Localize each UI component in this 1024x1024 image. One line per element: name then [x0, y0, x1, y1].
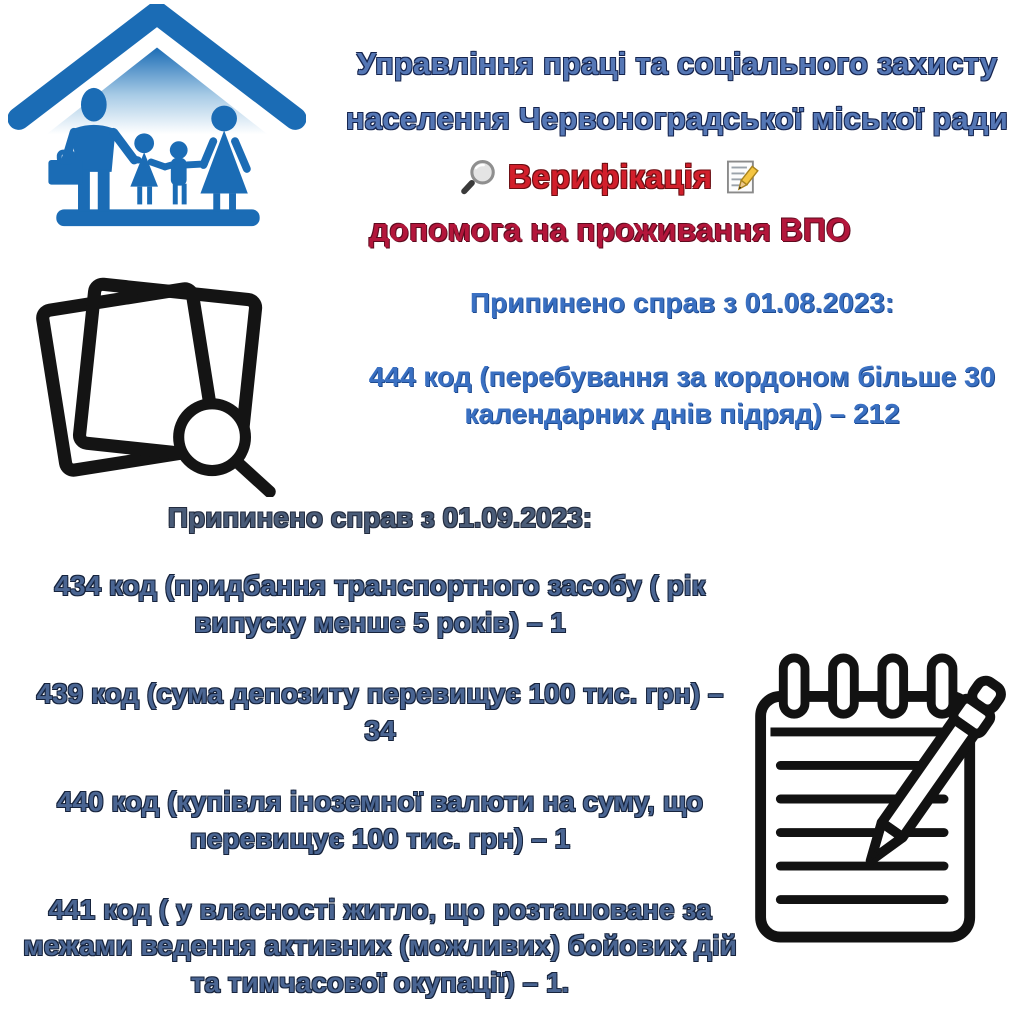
org-title-line2: населення Червоноградської міської ради [345, 101, 1009, 136]
header [330, 48, 1024, 248]
section-august [340, 288, 1024, 433]
case-item-434: 434 код (придбання транспортного засобу ( рік випуску менше 5 років) – 1 [54, 569, 706, 638]
papers-magnifier-icon [28, 262, 296, 497]
case-item-441: 441 код ( у власності житло, що розташоване за межами ведення активних (можливих) бойових дій та тимчасової окупації) – 1. [23, 893, 737, 999]
section-september [12, 503, 748, 1024]
magnifier-emoji-icon [460, 158, 498, 196]
subtitle: допомога на проживання ВПО [369, 212, 851, 248]
section-august-item: 444 код (перебування за кордоном більше 30 календарних днів підряд) – 212 [368, 360, 996, 429]
section-september-title: Припинено справ з 01.09.2023: [167, 502, 593, 533]
notepad-pen-icon [733, 638, 1019, 960]
memo-emoji-icon [722, 158, 760, 196]
case-item-440: 440 код (купівля іноземної валюти на суму, що перевищує 100 тис. грн) – 1 [56, 785, 704, 854]
section-august-title: Припинено справ з 01.08.2023: [469, 287, 895, 318]
house-family-icon [8, 4, 306, 236]
verification-label: Верифікація [507, 158, 713, 195]
verification-row [330, 158, 890, 196]
case-item-439: 439 код (сума депозиту перевищує 100 тис. грн) – 34 [36, 677, 724, 746]
org-title-line1: Управління праці та соціального захисту [356, 46, 998, 81]
